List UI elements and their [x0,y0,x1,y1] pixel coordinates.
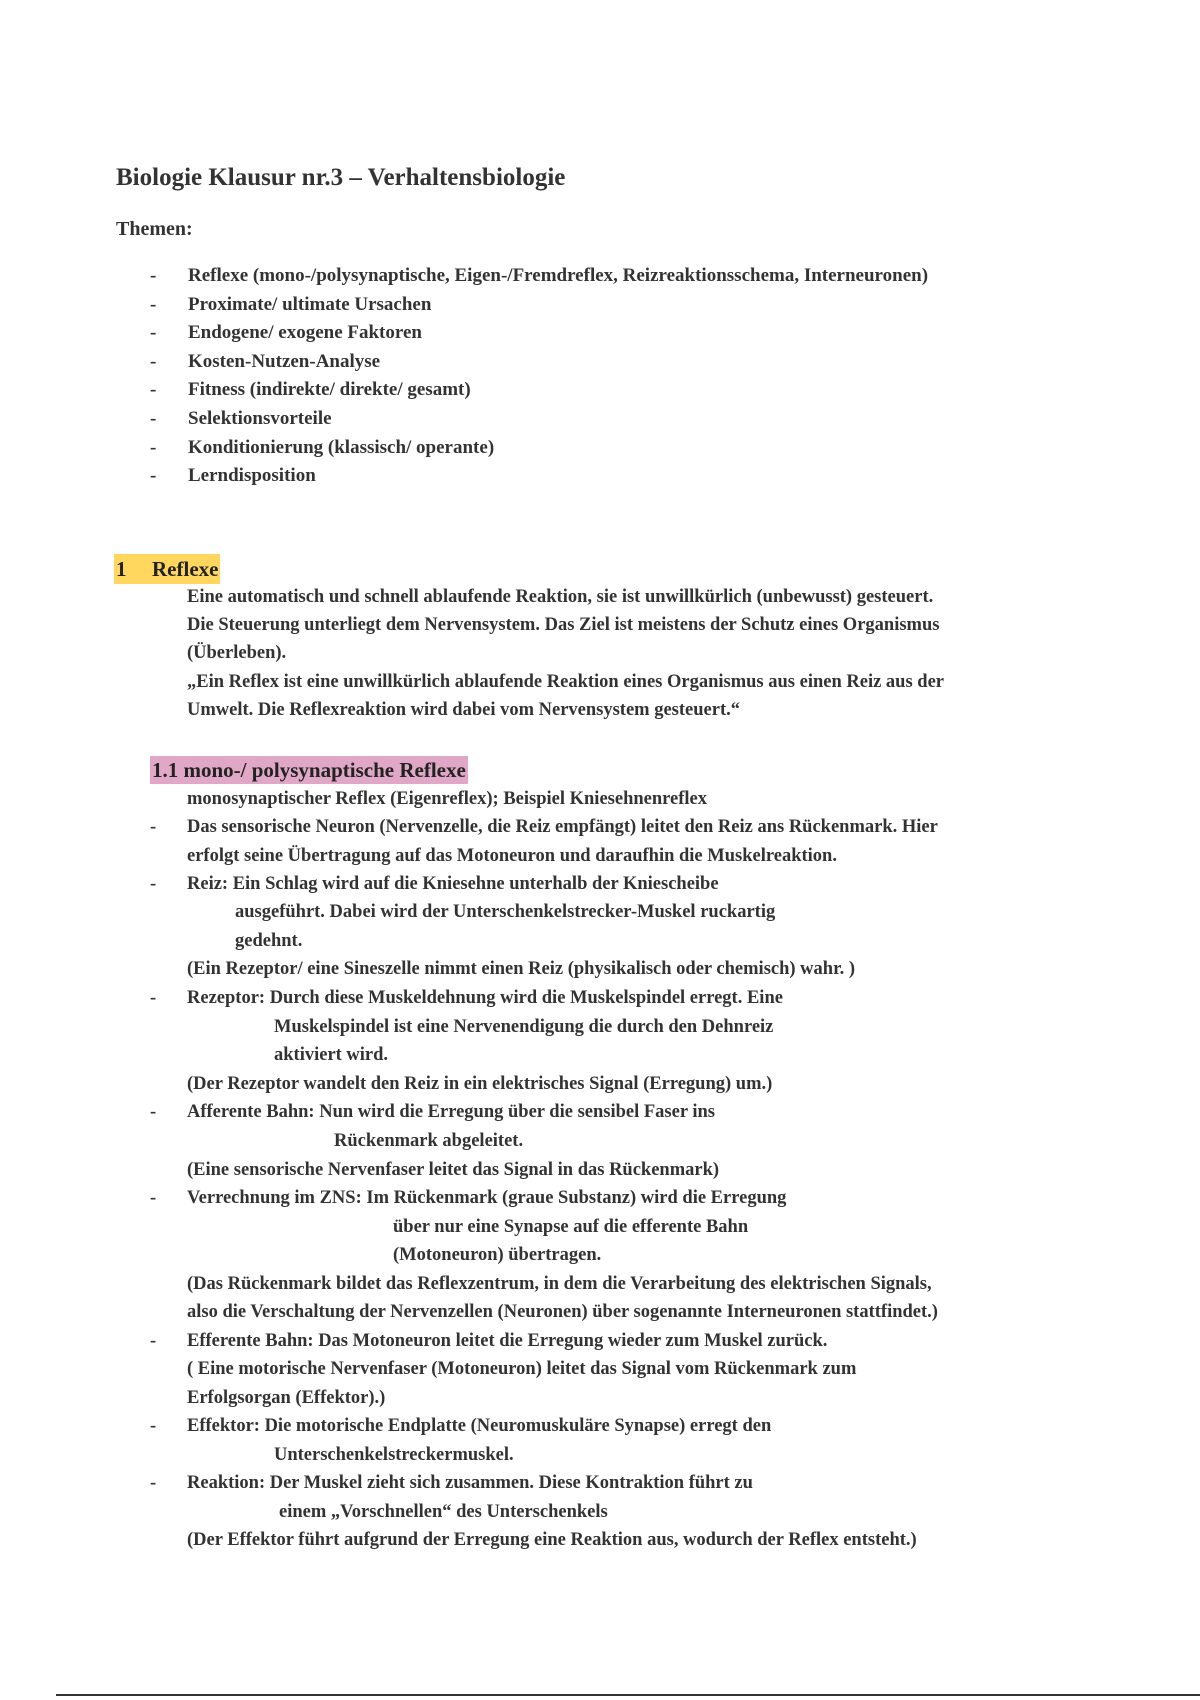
topics-label: Themen: [116,218,193,240]
topic-item [150,405,928,434]
section-1-text: (Überleben). [187,643,287,663]
bullet-dash: - [150,265,157,286]
bullet-dash: - [150,1188,157,1208]
cns-text: (Motoneuron) übertragen. [393,1245,602,1265]
sensory-neuron-text: Das sensorische Neuron (Nervenzelle, die Reiz empfängt) leitet den Reiz ans Rückenmark. Hier [187,817,938,837]
stimulus-text: Reiz: Ein Schlag wird auf die Kniesehne unterhalb der Kniescheibe [187,874,719,894]
bullet-dash: - [150,350,157,372]
bullet-dash: - [150,1102,157,1122]
efferent-note: ( Eine motorische Nervenfaser (Motoneuron) leitet das Signal vom Rückenmark zum [187,1359,857,1379]
cns-note: also die Verschaltung der Nervenzellen (Neuronen) über sogenannte Interneuronen stattfindet.) [187,1302,938,1322]
bullet-dash: - [150,293,157,315]
topic-item [150,462,928,491]
sensory-neuron-text: erfolgt seine Übertragung auf das Motoneuron und daraufhin die Muskelreaktion. [187,846,837,866]
stimulus-text: ausgeführt. Dabei wird der Unterschenkelstrecker-Muskel ruckartig [235,902,776,922]
section-1-text: Die Steuerung unterliegt dem Nervensystem. Das Ziel ist meistens der Schutz eines Organismus [187,615,940,635]
topic-text: Reflexe (mono-/polysynaptische, Eigen-/Fremdreflex, Reizreaktionsschema, Interneuronen) [188,265,929,286]
bullet-dash: - [150,465,157,487]
effector-text: Unterschenkelstreckermuskel. [274,1445,514,1465]
topic-text: Endogene/ exogene Faktoren [188,322,422,344]
cns-note: (Das Rückenmark bildet das Reflexzentrum, in dem die Verarbeitung des elektrischen Signals, [187,1274,932,1294]
receptor-note: (Der Rezeptor wandelt den Reiz in ein elektrisches Signal (Erregung) um.) [187,1074,773,1094]
reaction-text: einem „Vorschnellen“ des Unterschenkels [279,1502,608,1522]
bullet-dash: - [150,436,157,458]
bullet-dash: - [150,407,157,429]
stimulus-note: (Ein Rezeptor/ eine Sineszelle nimmt einen Reiz (physikalisch oder chemisch) wahr. ) [187,959,856,979]
topics-list [150,262,928,491]
bullet-dash: - [150,322,157,344]
bullet-dash: - [150,988,157,1008]
section-1-1-heading: 1.1 mono-/ polysynaptische Reflexe [152,758,466,782]
afferent-text: Afferente Bahn: Nun wird die Erregung über die sensibel Faser ins [187,1102,715,1122]
topic-item [150,319,928,348]
reaction-note: (Der Effektor führt aufgrund der Erregung eine Reaktion aus, wodurch der Reflex entsteht.) [187,1530,917,1550]
bullet-dash: - [150,817,157,837]
section-1-text: Eine automatisch und schnell ablaufende Reaktion, sie ist unwillkürlich (unbewusst) gesteuert. [187,587,934,607]
bullet-dash: - [150,1473,157,1493]
section-1-quote: Umwelt. Die Reflexreaktion wird dabei vom Nervensystem gesteuert.“ [187,700,740,720]
topic-text: Kosten-Nutzen-Analyse [188,350,381,372]
bottom-divider [56,1694,1200,1696]
topic-text: Selektionsvorteile [188,407,332,429]
effector-text: Effektor: Die motorische Endplatte (Neuromuskuläre Synapse) erregt den [187,1416,772,1436]
topic-text: Fitness (indirekte/ direkte/ gesamt) [188,379,471,401]
section-number: 1 [116,557,127,581]
cns-text: über nur eine Synapse auf die efferente Bahn [393,1217,749,1237]
receptor-text: aktiviert wird. [274,1045,389,1065]
afferent-note: (Eine sensorische Nervenfaser leitet das Signal in das Rückenmark) [187,1160,720,1180]
stimulus-text: gedehnt. [235,931,303,951]
bullet-dash: - [150,1331,157,1351]
topic-text: Proximate/ ultimate Ursachen [188,293,432,315]
document-title: Biologie Klausur nr.3 – Verhaltensbiologie [116,164,566,191]
receptor-text: Muskelspindel ist eine Nervenendigung die durch den Dehnreiz [274,1017,774,1037]
topic-text: Konditionierung (klassisch/ operante) [188,436,495,458]
bullet-dash: - [150,1416,157,1436]
reaction-text: Reaktion: Der Muskel zieht sich zusammen. Diese Kontraktion führt zu [187,1473,753,1493]
afferent-text: Rückenmark abgeleitet. [334,1131,524,1151]
topic-text: Lerndisposition [188,465,316,487]
section-1-heading [114,554,220,584]
topic-item [150,376,928,405]
section-1-quote: „Ein Reflex ist eine unwillkürlich ablaufende Reaktion eines Organismus aus einen Reiz aus der [187,672,945,692]
topic-item [150,434,928,463]
bullet-dash: - [150,874,157,894]
receptor-text: Rezeptor: Durch diese Muskeldehnung wird die Muskelspindel erregt. Eine [187,988,783,1008]
cns-text: Verrechnung im ZNS: Im Rückenmark (graue Substanz) wird die Erregung [187,1188,787,1208]
topic-item [150,348,928,377]
efferent-text: Efferente Bahn: Das Motoneuron leitet die Erregung wieder zum Muskel zurück. [187,1331,828,1351]
section-1-1-intro: monosynaptischer Reflex (Eigenreflex); Beispiel Kniesehnenreflex [187,789,707,809]
section-title: Reflexe [152,557,219,581]
bullet-dash: - [150,379,157,401]
topic-item [150,262,928,291]
topic-item [150,291,928,320]
efferent-note: Erfolgsorgan (Effektor).) [187,1388,386,1408]
